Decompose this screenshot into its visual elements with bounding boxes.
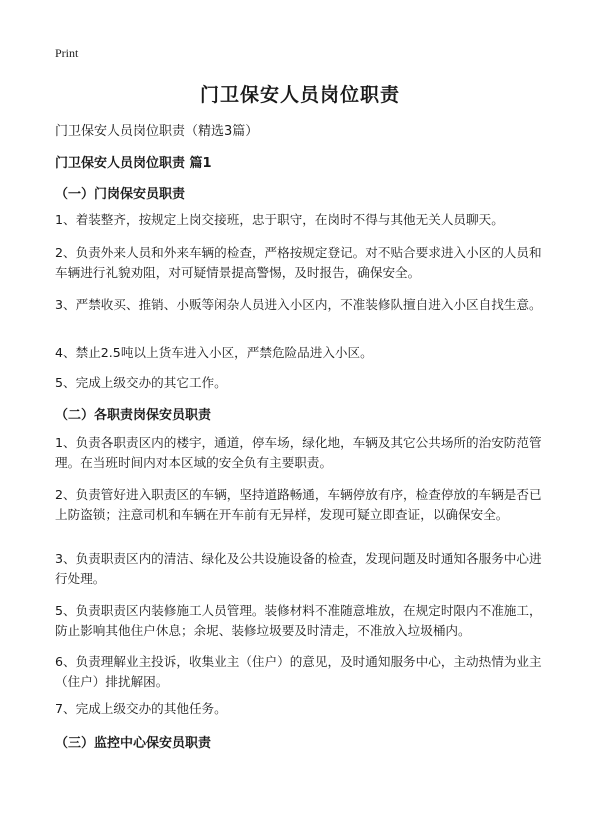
part2-item: 7、完成上级交办的其他任务。	[55, 701, 227, 716]
part1-item: 1、着装整齐，按规定上岗交接班，忠于职守，在岗时不得与其他无关人员聊天。	[55, 212, 504, 227]
part1-item: 3、严禁收买、推销、小贩等闲杂人员进入小区内，不准装修队擅自进入小区自找生意。	[55, 297, 542, 312]
part3-heading: （三）监控中心保安员职责	[55, 736, 212, 751]
part2-item: 3、负责职责区内的清洁、绿化及公共设施设备的检查，发现问题及时通知各服务中心进行处理。	[55, 551, 542, 586]
section-heading: 门卫保安人员岗位职责 篇1	[55, 156, 212, 171]
part2-item: 1、负责各职责区内的楼宇，通道，停车场，绿化地，车辆及其它公共场所的治安防范管理。在当班时间内对本区域的安全负有主要职责。	[55, 435, 542, 470]
part2-item: 6、负责理解业主投诉，收集业主（住户）的意见，及时通知服务中心，主动热情为业主（住户）排扰解困。	[55, 654, 542, 689]
part1-item: 2、负责外来人员和外来车辆的检查，严格按规定登记。对不贴合要求进入小区的人员和车辆进行礼貌劝阻，对可疑情景提高警惕，及时报告，确保安全。	[55, 245, 542, 280]
part2-item: 5、负责职责区内装修施工人员管理。装修材料不准随意堆放，在规定时限内不准施工，防止影响其他住户休息；余坭、装修垃圾要及时清走，不准放入垃圾桶内。	[55, 603, 542, 638]
print-label: Print	[55, 46, 79, 60]
page-title: 门卫保安人员岗位职责	[199, 84, 400, 106]
part2-item: 2、负责管好进入职责区的车辆，坚持道路畅通，车辆停放有序，检查停放的车辆是否已上防盗锁；注意司机和车辆在开车前有无异样，发现可疑立即查证，以确保安全。	[55, 487, 542, 522]
part1-heading: （一）门岗保安员职责	[55, 187, 186, 202]
document-subtitle: 门卫保安人员岗位职责（精选3篇）	[55, 124, 259, 139]
part1-item: 5、完成上级交办的其它工作。	[55, 375, 227, 390]
part2-heading: （二）各职责岗保安员职责	[55, 408, 212, 423]
part1-item: 4、禁止2.5吨以上货车进入小区，严禁危险品进入小区。	[55, 345, 373, 360]
